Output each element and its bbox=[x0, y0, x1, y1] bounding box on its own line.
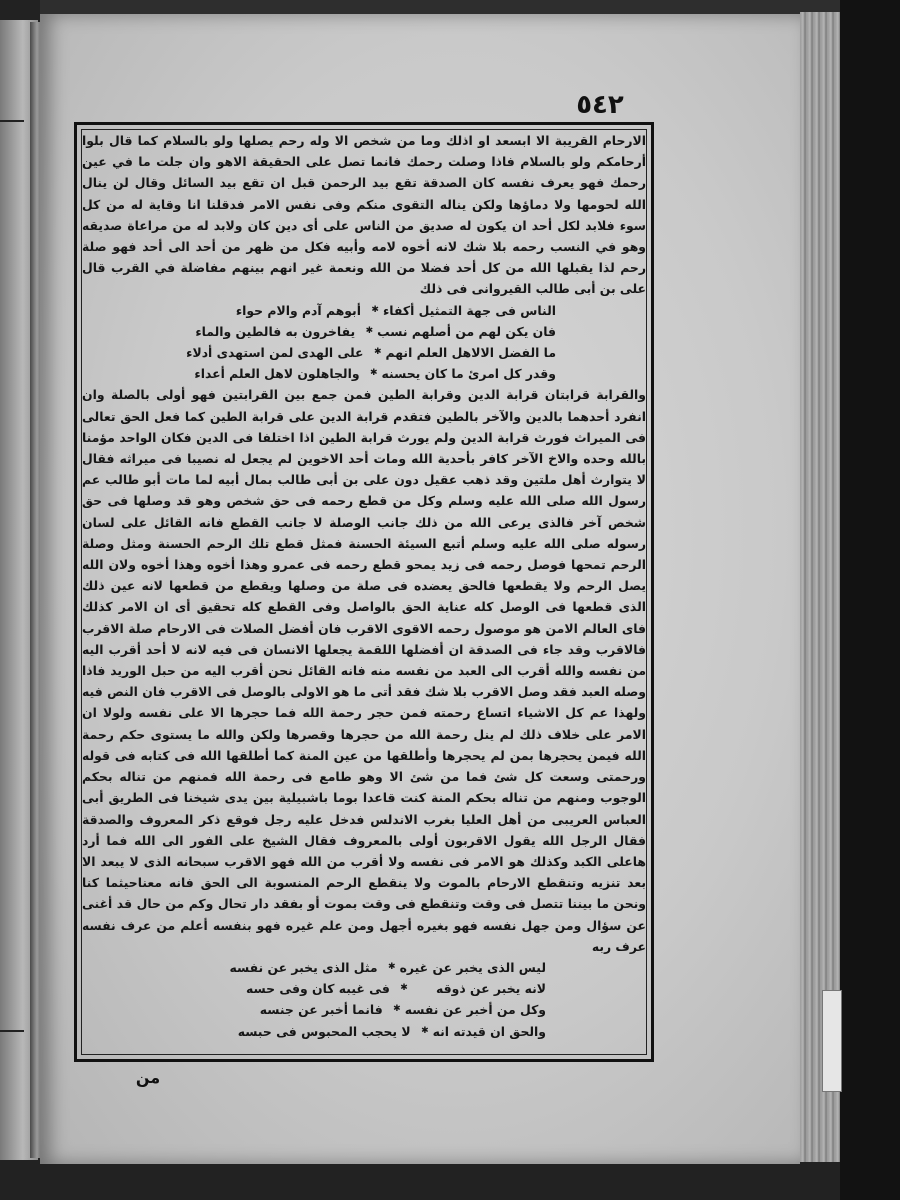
verse-separator: ✱ bbox=[373, 347, 382, 358]
verse-separator: ✱ bbox=[400, 983, 408, 994]
verse-separator: ✱ bbox=[370, 368, 378, 379]
hemistich-left: على الهدى لمن استهدى أدلاء bbox=[186, 345, 364, 361]
hemistich-right: والحق ان قيدته انه bbox=[432, 1023, 546, 1039]
hemistich-right: الناس فى جهة التمثيل أكفاء bbox=[382, 302, 556, 318]
hemistich-right: لانه يخبر عن ذوقه bbox=[436, 981, 546, 997]
hemistich-left: لا يحجب المحبوس فى حبسه bbox=[237, 1023, 411, 1039]
page-body-text bbox=[82, 130, 646, 1054]
background-dark bbox=[840, 0, 900, 1200]
paragraph-1: الارحام القريبة الا ابسعد او اذلك وما من شخص الا وله رحم يصلها ولو بالسلام كما قال بلوا أرحامكم ولو بالسلام فاذا وصلت رحمك فانما تصل على الحقيقة الاهو وان جلت ما في عين رحمك فهو يعرف نفسه كان الصدقة تقع بيد الرحمن قبل ان تقع بيد السائل وقال لن ينال الله لحومها ولا دماؤها ولكن يناله التقوى منكم وفى نفس الامر فدقلنا انا وقاية له من كل سوء فلابد لكل أحد ان يكون له صديق من الناس على أى دين كان ولابد له من مراعاة صديقه وهو في النسب رحمه بلا شك لانه أخوه لامه وأبيه فكل من ظهر من أحد الى أحد فهو صلة رحم لذا يقبلها الله من كل أحد فضلا من الله ونعمة غير انهم بينهم مفاضلة في القرب قال على بن أبى طالب القيروانى فى ذلك bbox=[82, 133, 646, 297]
verse-line bbox=[195, 321, 556, 342]
verse-line bbox=[246, 978, 546, 999]
hemistich-left: أبوهم آدم والام حواء bbox=[235, 302, 361, 318]
verse-line bbox=[246, 999, 546, 1020]
verse-line bbox=[194, 363, 556, 384]
hemistich-left: والجاهلون لاهل العلم أعداء bbox=[194, 366, 360, 382]
poem-1 bbox=[82, 300, 646, 385]
paper-slip bbox=[822, 990, 842, 1092]
poem-2 bbox=[82, 957, 646, 1042]
hemistich-right: فان يكن لهم من أصلهم نسب bbox=[377, 323, 556, 339]
verse-separator: ✱ bbox=[388, 961, 396, 972]
verse-separator: ✱ bbox=[365, 325, 374, 336]
hemistich-left: فانما أخبر عن جنسه bbox=[259, 1002, 383, 1018]
hemistich-right: وقدر كل امرئ ما كان يحسنه bbox=[381, 366, 556, 382]
hemistich-right: وكل من أخبر عن نفسه bbox=[404, 1002, 546, 1018]
catchword: من bbox=[135, 1068, 161, 1087]
hemistich-left: يفاخرون به فالطين والماء bbox=[195, 323, 356, 339]
verse-separator: ✱ bbox=[371, 304, 379, 315]
hemistich-left: فى غيبه كان وفى حسه bbox=[246, 981, 390, 997]
verse-line bbox=[236, 300, 556, 321]
verse-line bbox=[237, 1021, 546, 1042]
paragraph-2: والقرابة قرابتان قرابة الدين وقرابة الطين فمن جمع بين القرابتين فهو أولى بالصلة وان انفرد أحدهما بالدين والآخر بالطين فتقدم قرابة الدين على قرابة الطين كما فعل الحق تعالى فى الميراث فورث قرابة الدين ولم يورث قرابة الطين اذا اختلفا فى الدين فكان الواحد مؤمنا بالله وحده والاخ الآخر كافر بأحدية الله ومات أحد الاخوين لم يجعل له نصيبا فى ميراثه فقال لا يتوارث أهل ملتين وقد ذهب عقيل دون على بن أبى طالب بمال أبيه لما مات أبو طالب عم رسول الله صلى الله عليه وسلم وكل من قطع رحمه فى حق شخص وهو قد وصلها فى حق شخص آخر فالذى يرعى الله من ذلك جانب الوصلة لا جانب القطع فانه القائل على لسان رسوله صلى الله عليه وسلم أتبع السيئة الحسنة فمثل قطع تلك الرحم الحسنة ومثل وصلة الرحم تمحها فوصل رحمه فى زيد يمحو قطع رحمه فى عمرو وهذا أخوه وهذا أخوه ولان الله يصل الرحم ولا يقطعها فالحق يعضده فى صلة من وصلها ويقطع من قطعها لانه عين ذلك الذى قطعها فى الوصل كله عناية الحق بالواصل وفى القطع كله تحقيق أى ان الامر كذلك فاى العالم الامن هو موصول رحمه الاقوى الاقرب فان أفضل الصلات فى الارحام صلة الاقرب فالاقرب وقد جاء فى الصدقة ان أفضلها اللقمة يجعلها الانسان فى فيه لانه لا أحد أقرب اليه من نفسه والله أقرب الى العبد من نفسه منه فانه القائل نحن أقرب اليه من حبل الوريد فاذا وصله العبد فقد وصل الاقرب بلا شك فقد أتى ما هو الاولى بالوصل فى الاقرب فان النص فيه ولهذا عم كل الاشياء اتساع رحمته فمن حجر رحمة الله فما حجرها الا على نفسه ولولا ان الامر على خلاف ذلك لم ينل رحمة الله من حجرها وقصرها ولكن والله ما يستوى حكم رحمة الله فيمن يحجرها بمن لم يحجرها وأطلقها من عين المنة كما أطلقها الله فى كتابه فى قوله ورحمتى وسعت كل شئ فما من شئ الا وهو طامع فى رحمة الله فمنهم من تناله بحكم الوجوب ومنهم من تناله بحكم المنة كنت قاعدا بوما باشبيلية بين يدى شيخنا فى الطريق أبى العباس العريبى من أهل العليا بغرب الاندلس فدخل عليه رجل فوقع ذكر المعروف والصدقة فقال الرجل الله يقول الاقربون أولى بالمعروف فقال الشيخ على الفور الى الله فما أرد هاعلى الكبد وكذلك هو الامر فى نفسه ولا أقرب من الله فهو الاقرب سبحانه الذى لا يبعد الا بعد تنزيه وتنقطع الارحام بالموت ولا ينقطع الرحم المنسوبة الى الحق فانه معناحيثما كنا ونحن ما بيننا تتصل فى وقت وتنقطع فى وقت بموت أو بفقد دار تحال وكم من حال قد أغنى عن سؤال ومن جهل نفسه فهو بغيره أجهل ومن علم غيره فهو بنفسه أعلم من عرف نفسه عرف ربه bbox=[82, 387, 646, 954]
page-number: ٥٤٢ bbox=[576, 90, 624, 120]
hemistich-right: ما الفضل الالاهل العلم انهم bbox=[385, 345, 556, 361]
hemistich-right: ليس الذى يخبر عن غيره bbox=[399, 959, 546, 975]
hemistich-left: مثل الذى يخبر عن نفسه bbox=[229, 959, 378, 975]
verse-line bbox=[186, 342, 556, 363]
verse-separator: ✱ bbox=[393, 1004, 401, 1015]
verse-line bbox=[229, 957, 546, 978]
verse-separator: ✱ bbox=[421, 1025, 429, 1036]
